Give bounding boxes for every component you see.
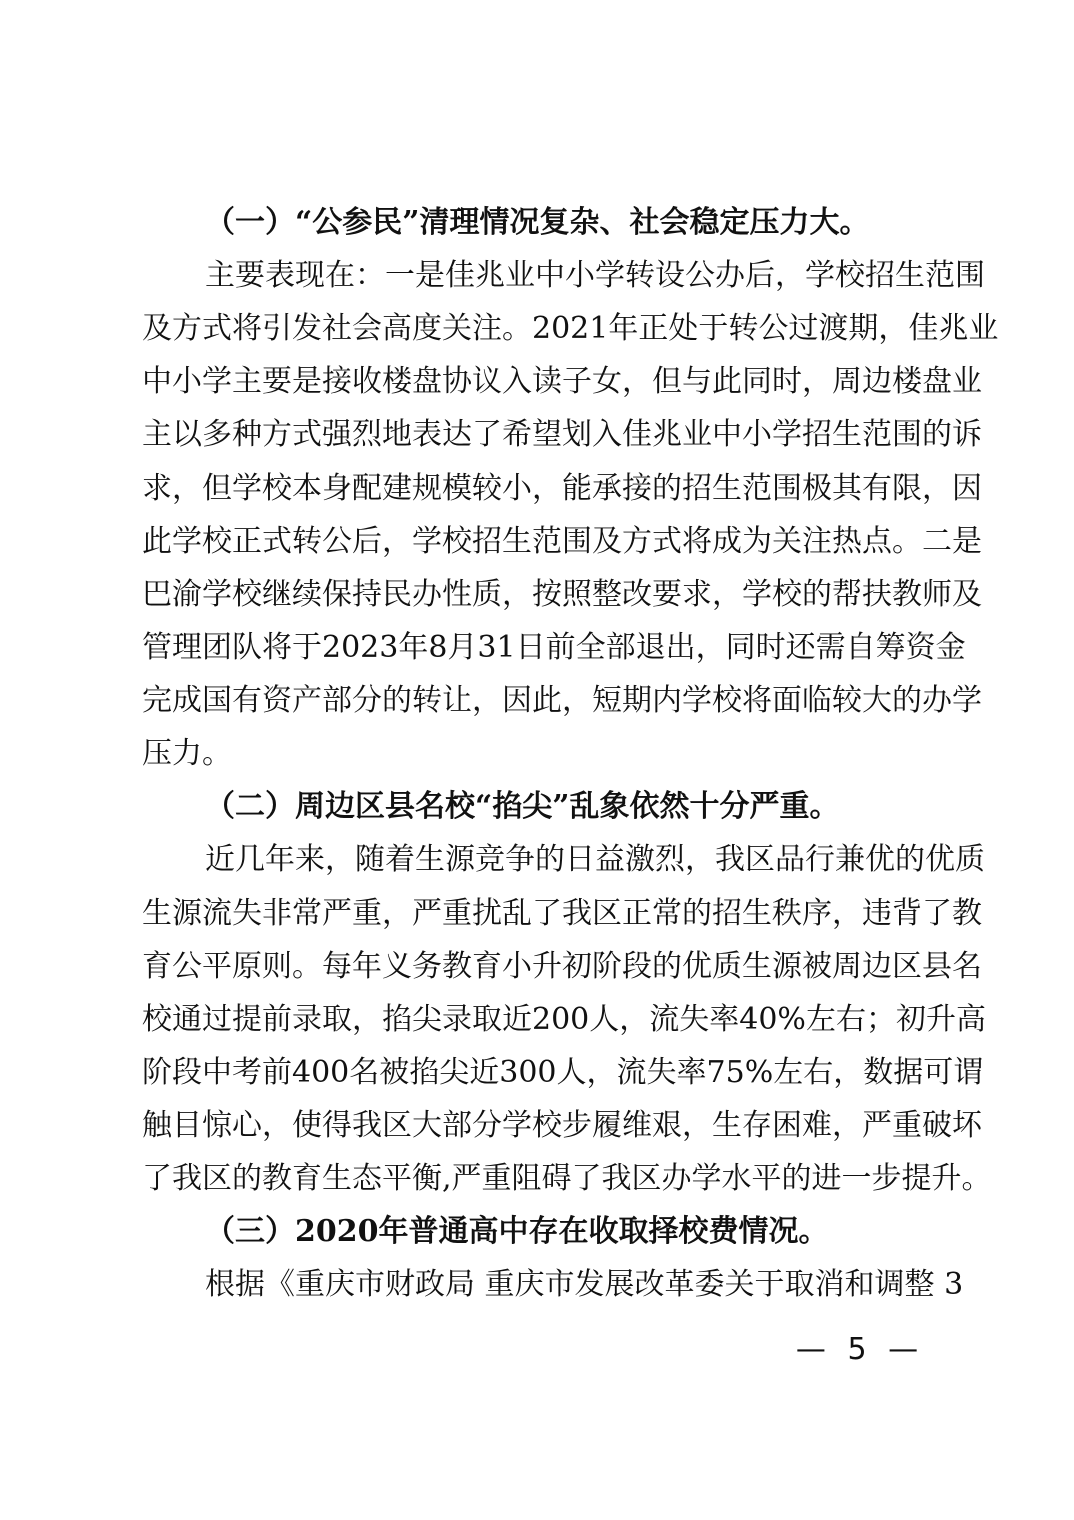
- paragraph-line: 管理团队将于2023年8月31日前全部退出，同时还需自筹资金: [142, 630, 966, 665]
- page-number: — 5 —: [795, 1332, 925, 1367]
- paragraph-line: 中小学主要是接收楼盘协议入读子女，但与此同时，周边楼盘业: [142, 364, 982, 399]
- paragraph-line: 根据《重庆市财政局 重庆市发展改革委关于取消和调整 3: [205, 1267, 964, 1302]
- paragraph-line: 主要表现在：一是佳兆业中小学转设公办后，学校招生范围: [205, 258, 985, 293]
- paragraph-line: 触目惊心，使得我区大部分学校步履维艰，生存困难，严重破坏: [142, 1108, 982, 1143]
- paragraph-line: 主以多种方式强烈地表达了希望划入佳兆业中小学招生范围的诉: [142, 417, 982, 452]
- paragraph-line: 求，但学校本身配建规模较小，能承接的招生范围极其有限，因: [142, 471, 982, 506]
- paragraph-line: 及方式将引发社会高度关注。2021年正处于转公过渡期，佳兆业: [142, 311, 999, 346]
- paragraph-line: 了我区的教育生态平衡,严重阻碍了我区办学水平的进一步提升。: [142, 1161, 992, 1196]
- paragraph-line: 阶段中考前400名被掐尖近300人，流失率75%左右，数据可谓: [142, 1055, 984, 1090]
- paragraph-line: 生源流失非常严重，严重扰乱了我区正常的招生秩序，违背了教: [142, 896, 982, 931]
- section-heading-3: （三）2020年普通高中存在收取择校费情况。: [205, 1214, 829, 1249]
- section-heading-1: （一）“公参民”清理情况复杂、社会稳定压力大。: [205, 205, 870, 240]
- paragraph-line: 完成国有资产部分的转让，因此，短期内学校将面临较大的办学: [142, 683, 982, 718]
- paragraph-line: 压力。: [142, 736, 232, 771]
- paragraph-line: 校通过提前录取，掐尖录取近200人，流失率40%左右；初升高: [142, 1002, 986, 1037]
- paragraph-line: 近几年来，随着生源竞争的日益激烈，我区品行兼优的优质: [205, 842, 985, 877]
- section-heading-2: （二）周边区县名校“掐尖”乱象依然十分严重。: [205, 789, 840, 824]
- paragraph-line: 育公平原则。每年义务教育小升初阶段的优质生源被周边区县名: [142, 949, 982, 984]
- paragraph-line: 巴渝学校继续保持民办性质，按照整改要求，学校的帮扶教师及: [142, 577, 982, 612]
- paragraph-line: 此学校正式转公后，学校招生范围及方式将成为关注热点。二是: [142, 524, 982, 559]
